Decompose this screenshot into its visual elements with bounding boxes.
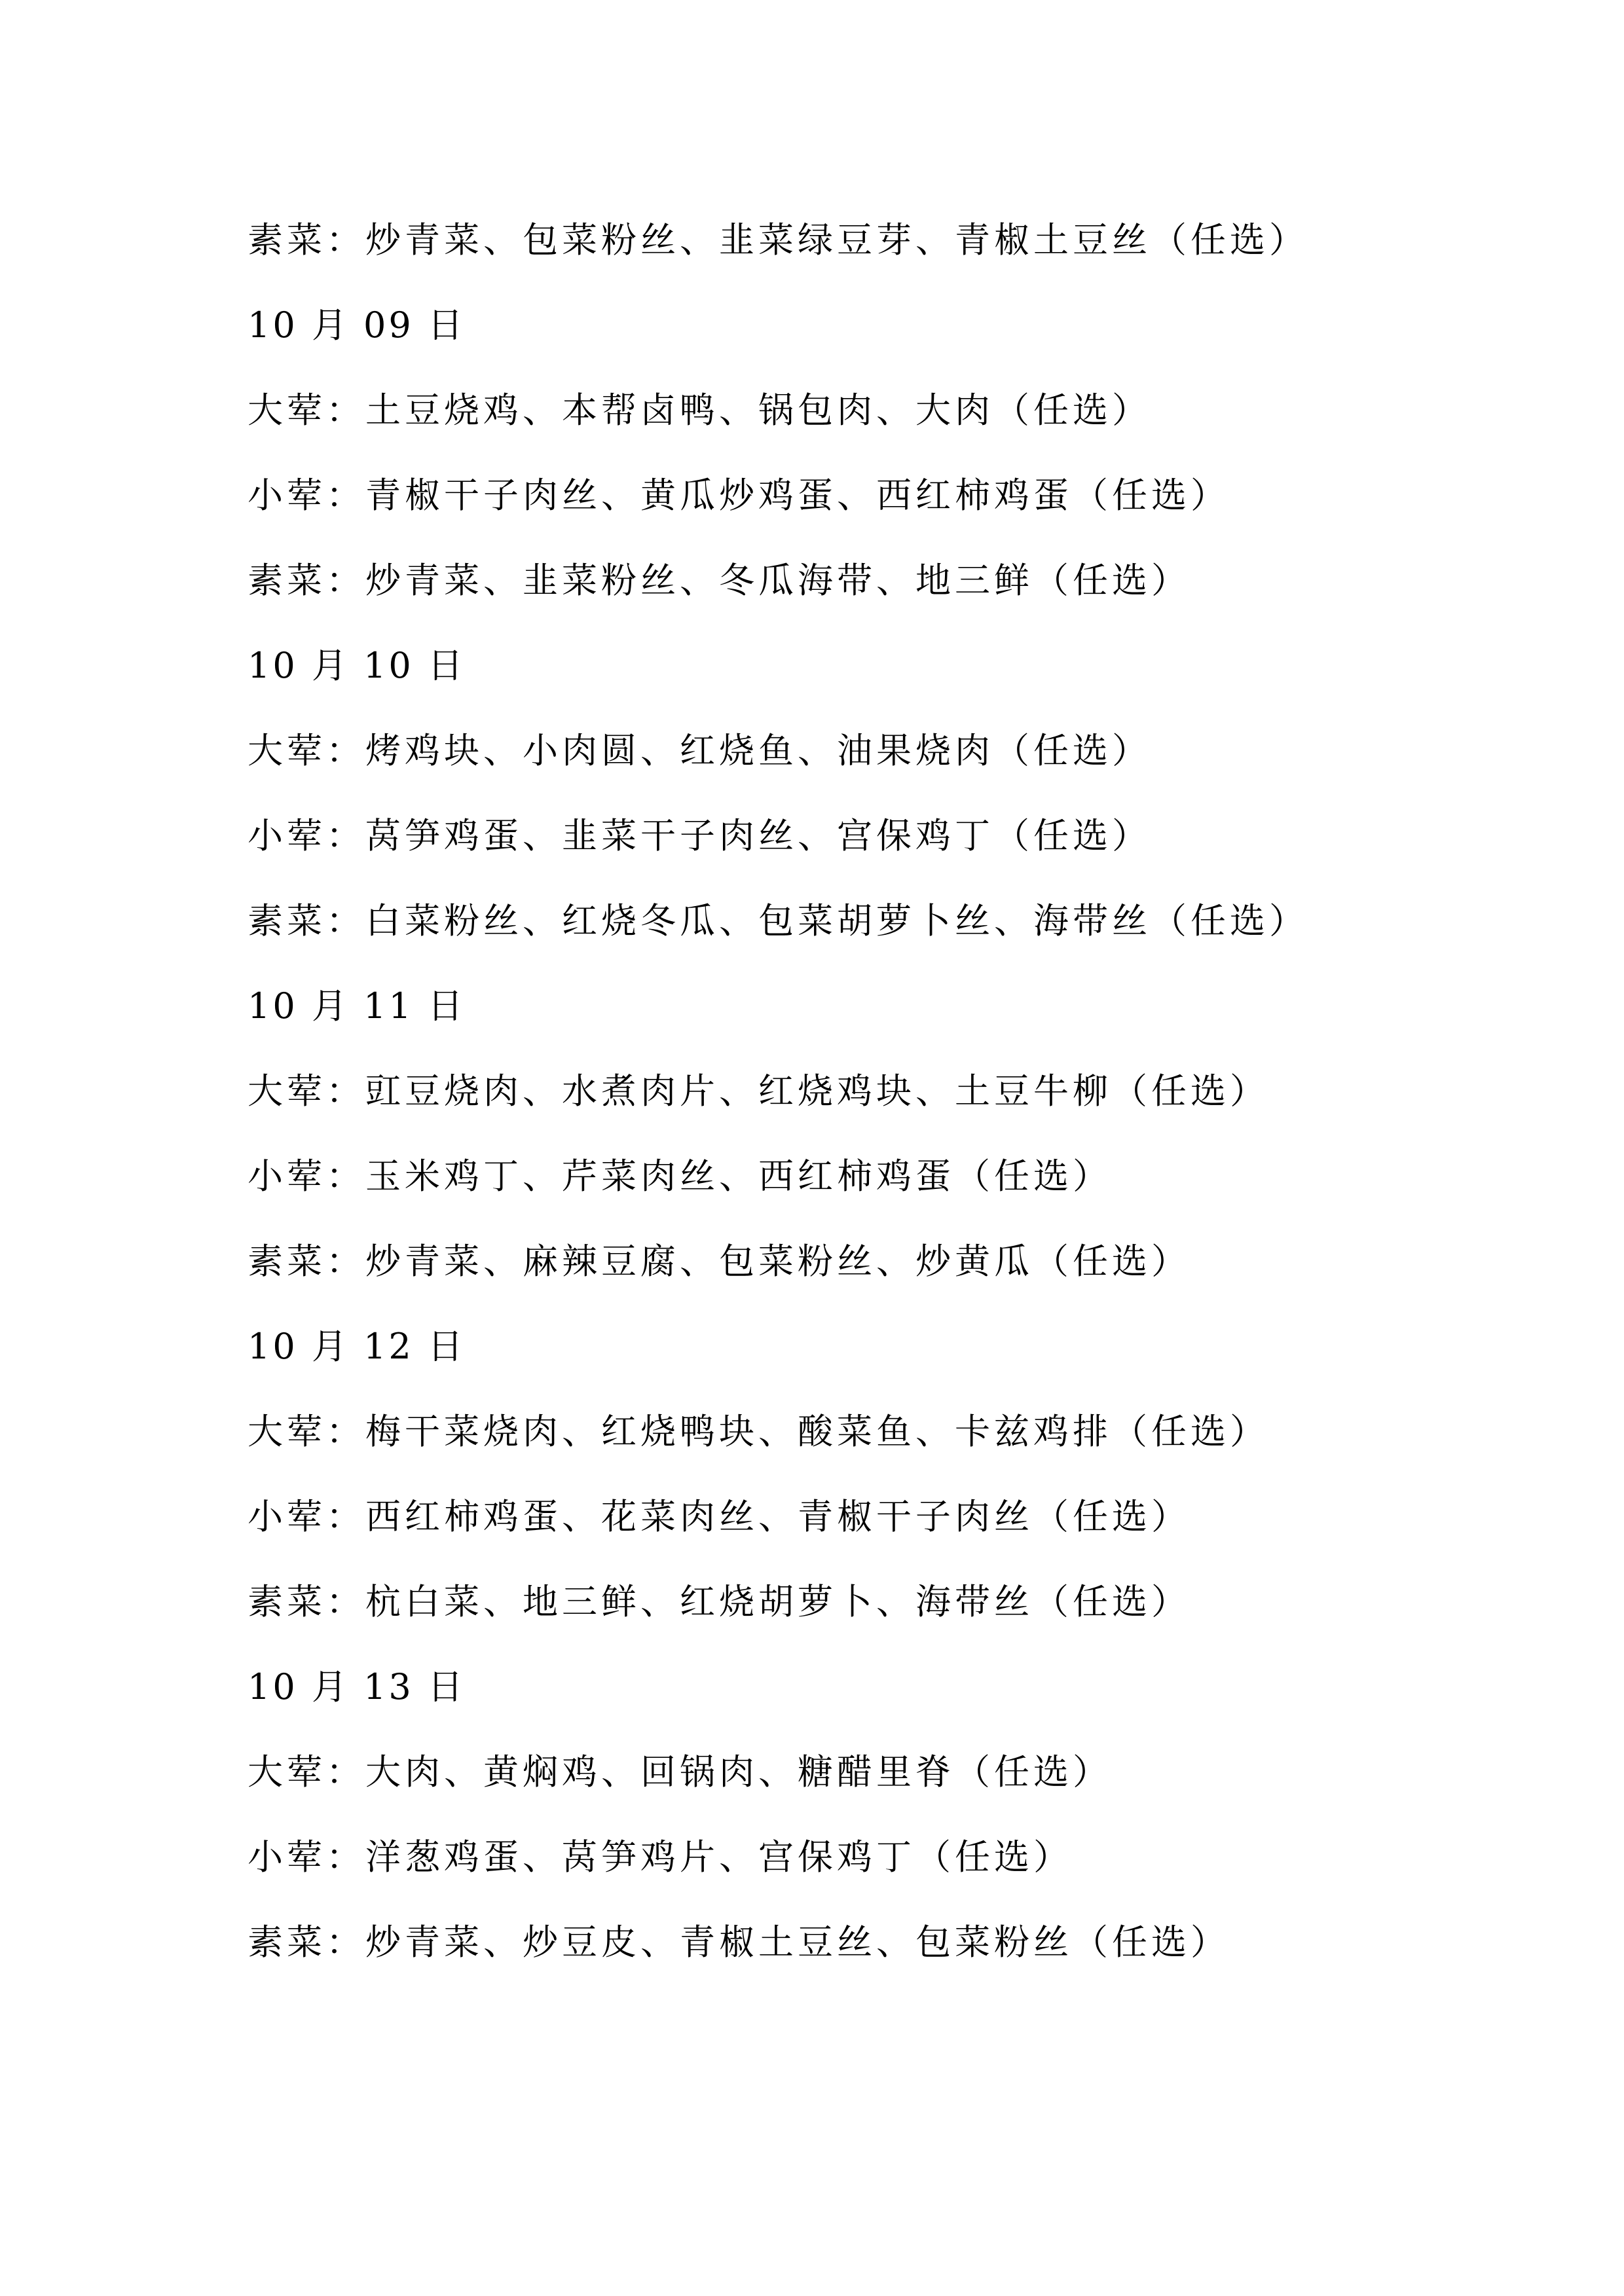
date-heading: 10 月 10 日 xyxy=(248,645,466,686)
menu-line-vegetable: 素菜：白菜粉丝、红烧冬瓜、包菜胡萝卜丝、海带丝（任选） xyxy=(248,900,1308,941)
menu-line-vegetable: 素菜：炒青菜、炒豆皮、青椒土豆丝、包菜粉丝（任选） xyxy=(248,1922,1230,1963)
menu-line-side-meat: 小荤：洋葱鸡蛋、莴笋鸡片、宫保鸡丁（任选） xyxy=(248,1836,1073,1878)
menu-line-vegetable: 素菜：炒青菜、韭菜粉丝、冬瓜海带、地三鲜（任选） xyxy=(248,560,1190,601)
menu-line-main-meat: 大荤：大肉、黄焖鸡、回锅肉、糖醋里脊（任选） xyxy=(248,1751,1112,1793)
menu-line-vegetable: 素菜：杭白菜、地三鲜、红烧胡萝卜、海带丝（任选） xyxy=(248,1581,1190,1622)
date-heading: 10 月 09 日 xyxy=(248,304,466,346)
menu-line-vegetable: 素菜：炒青菜、麻辣豆腐、包菜粉丝、炒黄瓜（任选） xyxy=(248,1241,1190,1282)
date-heading: 10 月 12 日 xyxy=(248,1326,466,1367)
menu-line-vegetable: 素菜：炒青菜、包菜粉丝、韭菜绿豆芽、青椒土豆丝（任选） xyxy=(248,219,1308,261)
menu-line-side-meat: 小荤：玉米鸡丁、芹菜肉丝、西红柿鸡蛋（任选） xyxy=(248,1156,1112,1197)
menu-line-side-meat: 小荤：莴笋鸡蛋、韭菜干子肉丝、宫保鸡丁（任选） xyxy=(248,815,1151,856)
menu-line-side-meat: 小荤：青椒干子肉丝、黄瓜炒鸡蛋、西红柿鸡蛋（任选） xyxy=(248,475,1230,516)
date-heading: 10 月 11 日 xyxy=(248,985,466,1027)
menu-line-main-meat: 大荤：土豆烧鸡、本帮卤鸭、锅包肉、大肉（任选） xyxy=(248,390,1151,431)
date-heading: 10 月 13 日 xyxy=(248,1666,466,1707)
menu-line-main-meat: 大荤：豇豆烧肉、水煮肉片、红烧鸡块、土豆牛柳（任选） xyxy=(248,1070,1269,1112)
menu-line-side-meat: 小荤：西红柿鸡蛋、花菜肉丝、青椒干子肉丝（任选） xyxy=(248,1496,1190,1537)
menu-line-main-meat: 大荤：烤鸡块、小肉圆、红烧鱼、油果烧肉（任选） xyxy=(248,730,1151,771)
menu-line-main-meat: 大荤：梅干菜烧肉、红烧鸭块、酸菜鱼、卡兹鸡排（任选） xyxy=(248,1411,1269,1452)
